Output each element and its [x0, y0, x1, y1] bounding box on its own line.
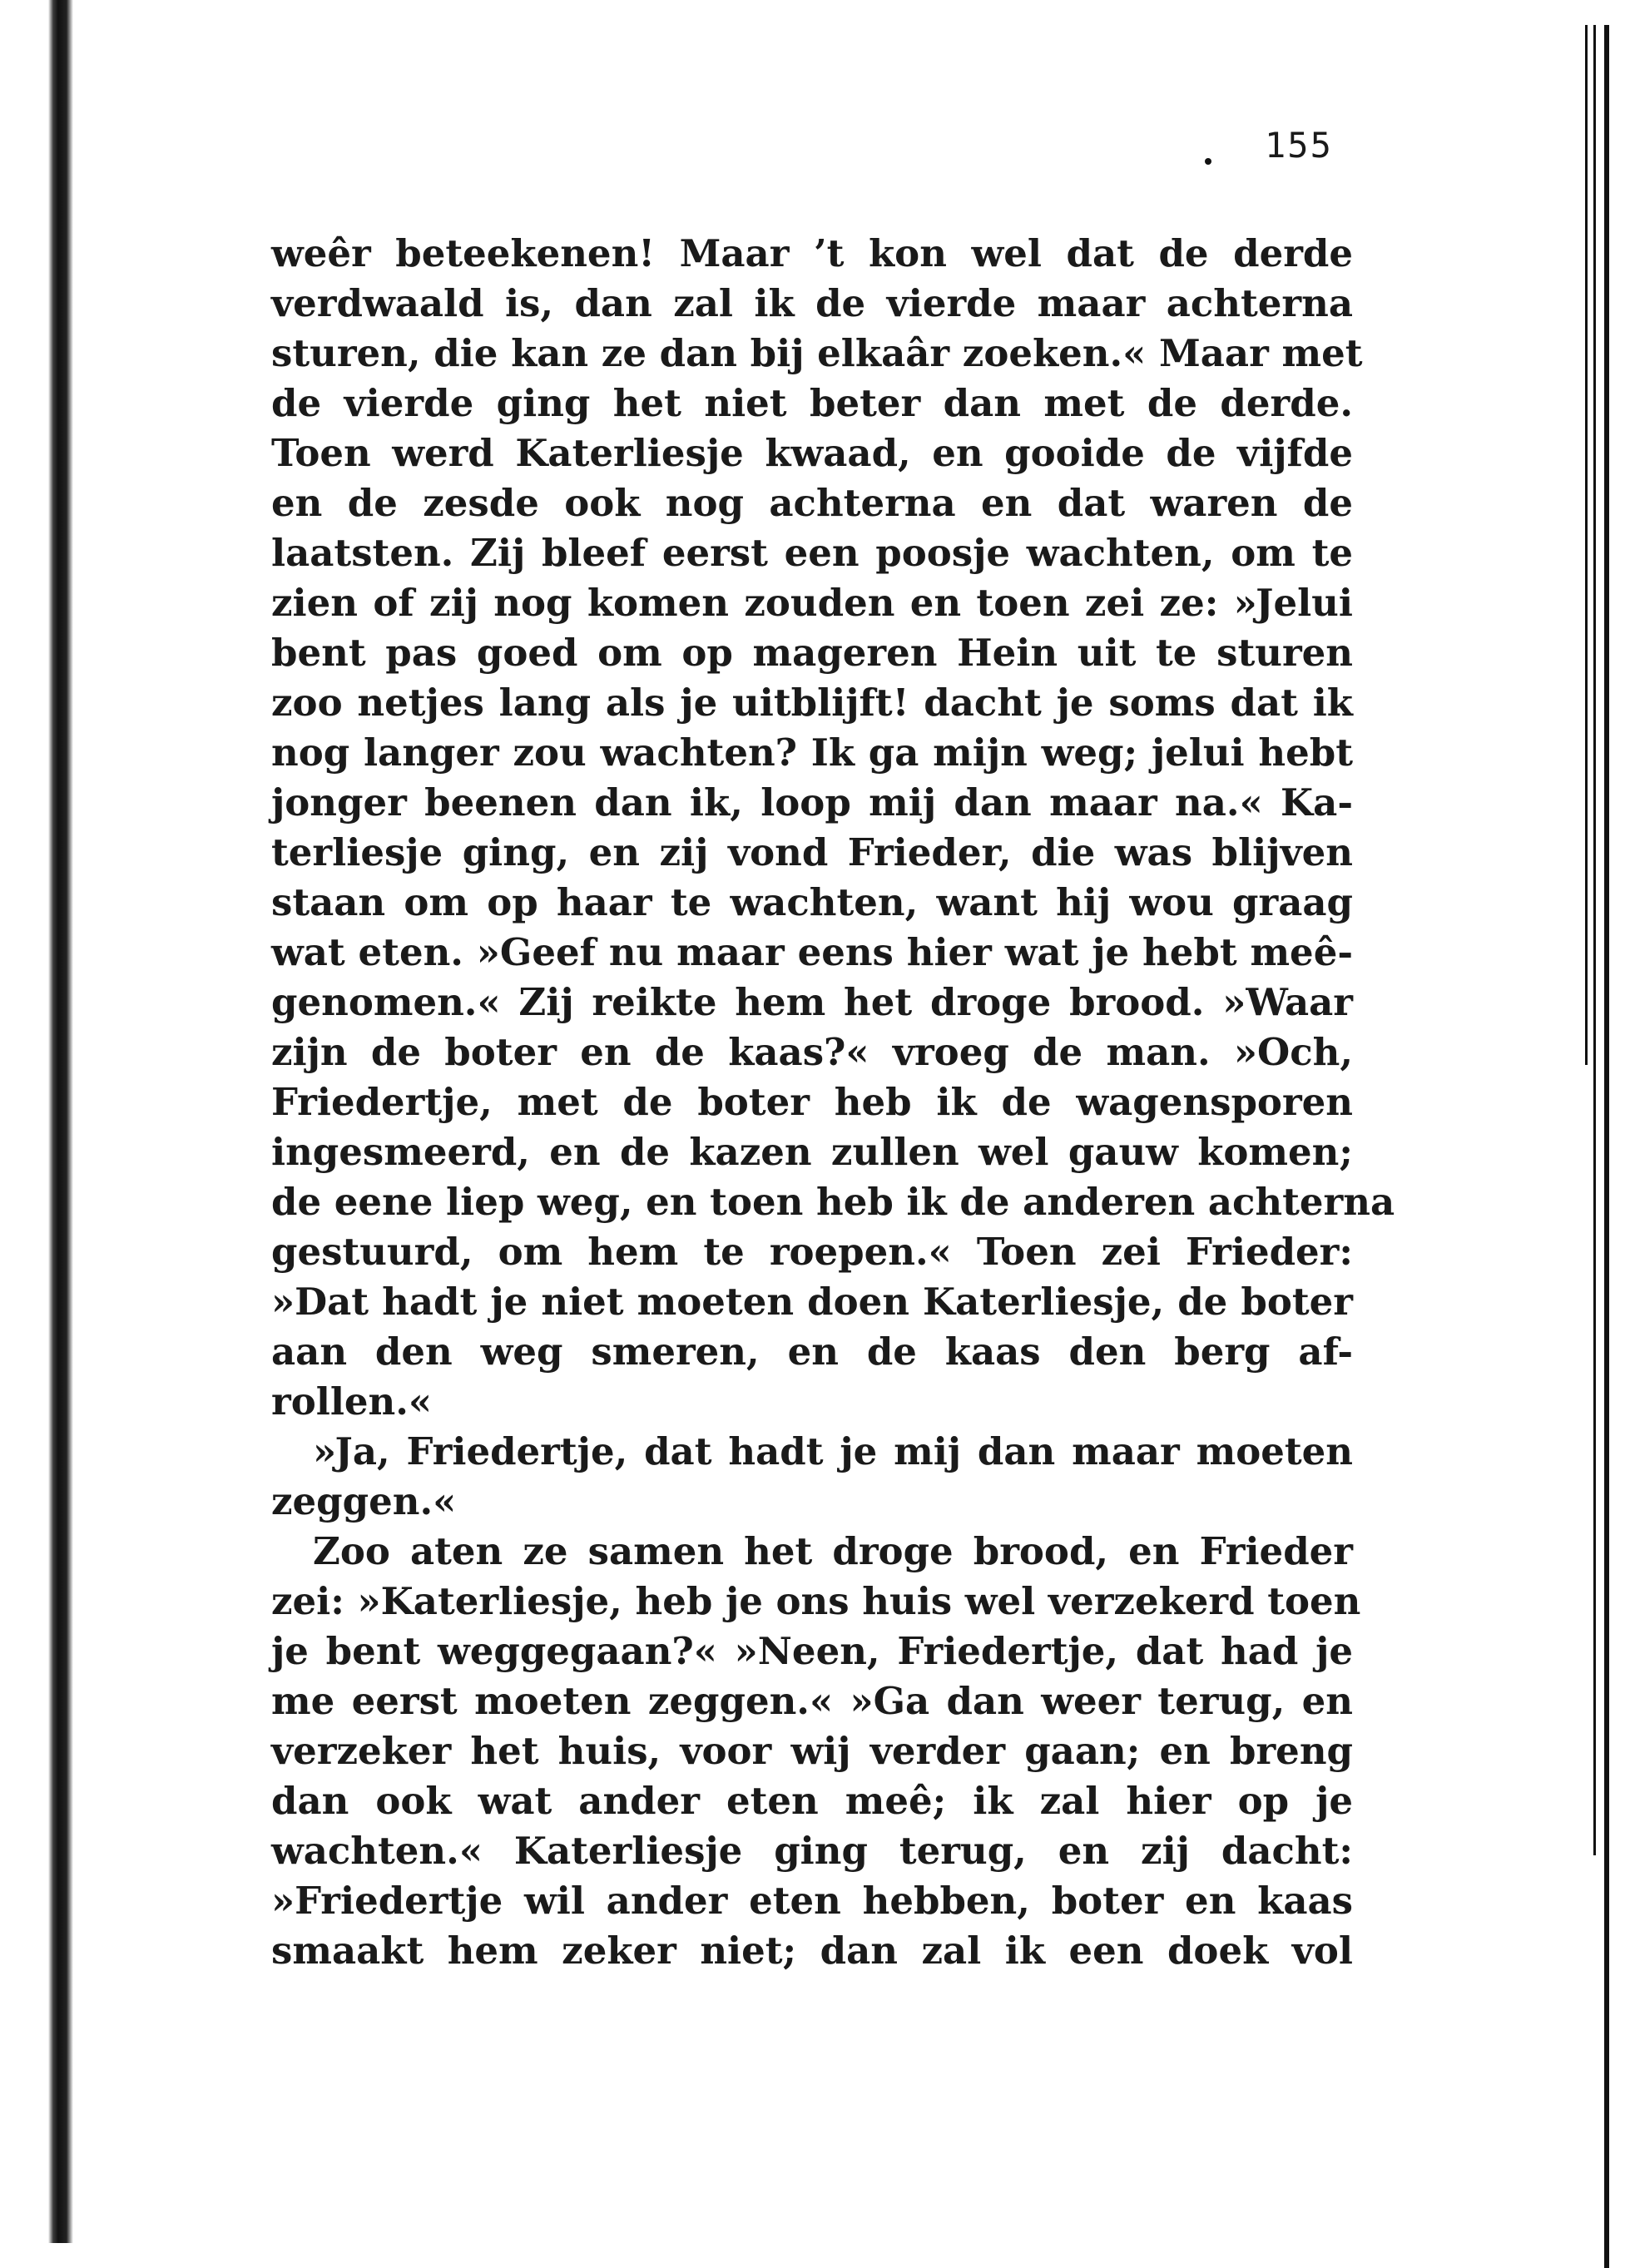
text-line: bent pas goed om op mageren Hein uit te sturen — [271, 631, 1353, 675]
scan-edge-right-2 — [1593, 25, 1596, 1855]
text-line: me eerst moeten zeggen.« »Ga dan weer terug, en — [271, 1679, 1353, 1723]
scan-edge-right-1 — [1585, 25, 1588, 1065]
text-line: »Friedertje wil ander eten hebben, boter en kaas — [271, 1879, 1353, 1923]
text-line: zijn de boter en de kaas?« vroeg de man. »Och, — [271, 1030, 1353, 1074]
text-line: zeggen.« — [271, 1479, 457, 1523]
text-line: de vierde ging het niet beter dan met de derde. — [271, 381, 1353, 425]
text-line: je bent weggegaan?« »Neen, Friedertje, dat had je — [271, 1629, 1353, 1673]
text-line: verzeker het huis, voor wij verder gaan; en breng — [271, 1729, 1353, 1773]
text-line: gestuurd, om hem te roepen.« Toen zei Frieder: — [271, 1230, 1353, 1274]
text-line: nog langer zou wachten? Ik ga mijn weg; jelui hebt — [271, 730, 1353, 775]
text-line: ingesmeerd, en de kazen zullen wel gauw komen; — [271, 1130, 1353, 1174]
text-line: wat eten. »Geef nu maar eens hier wat je hebt meê- — [271, 930, 1353, 974]
text-line: Toen werd Katerliesje kwaad, en gooide de vijfde — [271, 431, 1353, 475]
text-line: weêr beteekenen! Maar ’t kon wel dat de derde — [271, 231, 1353, 275]
text-line: en de zesde ook nog achterna en dat waren de — [271, 481, 1353, 525]
page-number: 155 — [1265, 125, 1333, 166]
text-line: staan om op haar te wachten, want hij wou graag — [271, 880, 1353, 924]
text-line: smaakt hem zeker niet; dan zal ik een doek vol — [271, 1929, 1353, 1973]
text-line: sturen, die kan ze dan bij elkaâr zoeken.« Maar met — [271, 331, 1363, 375]
text-line: de eene liep weg, en toen heb ik de anderen achterna — [271, 1180, 1395, 1224]
text-line: jonger beenen dan ik, loop mij dan maar na.« Ka- — [271, 780, 1353, 825]
text-line: »Ja, Friedertje, dat hadt je mij dan maar moeten — [313, 1429, 1353, 1473]
margin-dot — [1205, 158, 1211, 165]
text-line: Friedertje, met de boter heb ik de wagensporen — [271, 1080, 1353, 1124]
text-line: »Dat hadt je niet moeten doen Katerliesje, de boter — [271, 1280, 1353, 1324]
scan-edge-left — [48, 0, 73, 2243]
text-line: dan ook wat ander eten meê; ik zal hier op je — [271, 1779, 1353, 1823]
text-line: laatsten. Zij bleef eerst een poosje wachten, om te — [271, 531, 1353, 575]
text-line: Zoo aten ze samen het droge brood, en Frieder — [313, 1529, 1353, 1573]
text-line: terliesje ging, en zij vond Frieder, die was blijven — [271, 830, 1353, 874]
scan-edge-right-3 — [1604, 25, 1609, 2268]
text-line: zien of zij nog komen zouden en toen zei ze: »Jelui — [271, 581, 1353, 625]
text-line: rollen.« — [271, 1379, 433, 1424]
text-line: zei: »Katerliesje, heb je ons huis wel verzekerd toen — [271, 1579, 1361, 1623]
text-line: zoo netjes lang als je uitblijft! dacht je soms dat ik — [271, 681, 1353, 725]
paragraph-1 — [271, 229, 1395, 1427]
page-text — [271, 229, 1395, 1976]
text-line: verdwaald is, dan zal ik de vierde maar achterna — [271, 281, 1353, 325]
paragraph-3 — [271, 1527, 1361, 1976]
text-line: wachten.« Katerliesje ging terug, en zij dacht: — [271, 1829, 1353, 1873]
text-line: genomen.« Zij reikte hem het droge brood. »Waar — [271, 980, 1353, 1024]
text-line: aan den weg smeren, en de kaas den berg af- — [271, 1330, 1353, 1374]
paragraph-2 — [271, 1427, 1353, 1527]
